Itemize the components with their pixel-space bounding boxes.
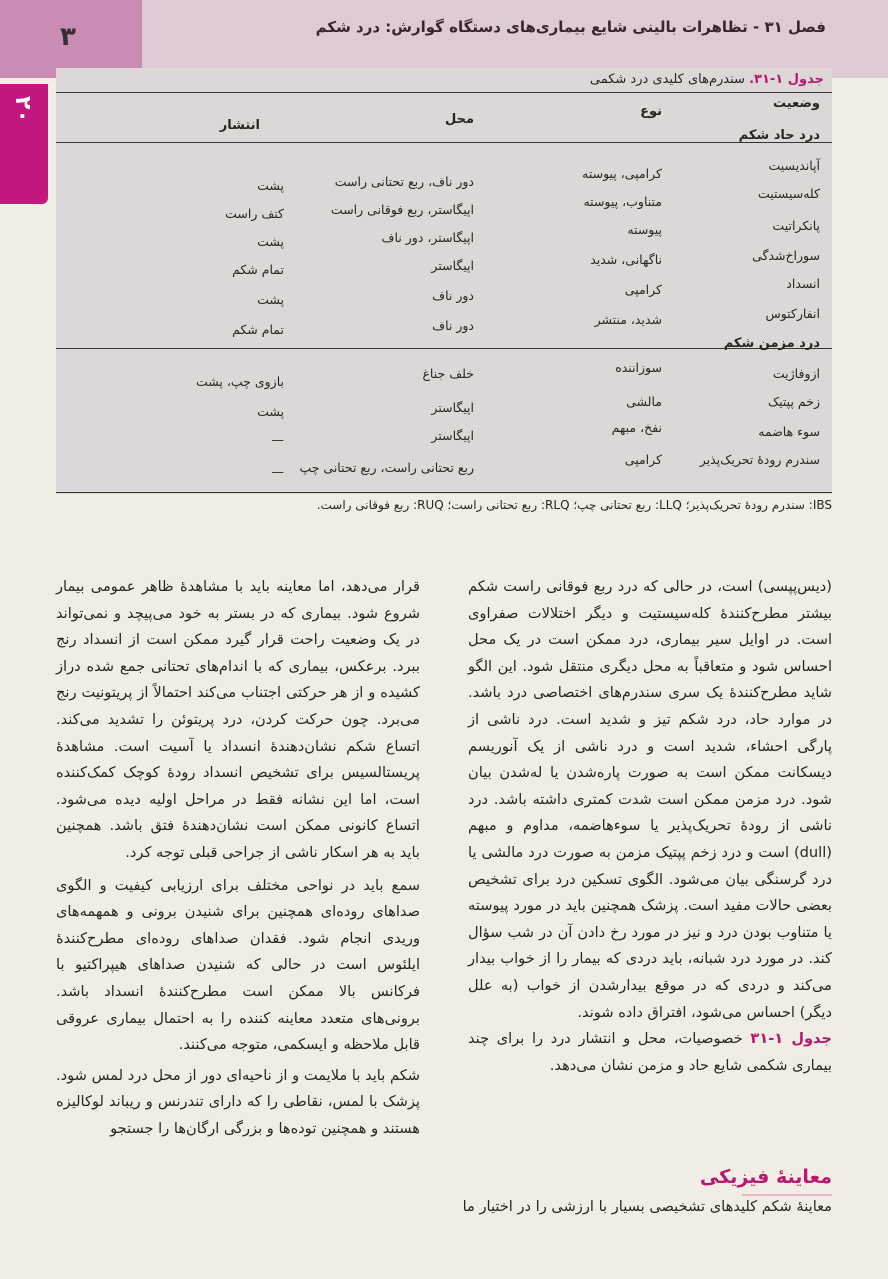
table-label: جدول ۱-۳۱. [749,72,824,87]
table-cell: سوء هاضمه [758,424,820,439]
table-cell: سندرم رودهٔ تحریک‌پذیر [699,452,820,467]
table-cell: دور ناف، ربع تحتانی راست [334,174,474,189]
table-cell: پشت [257,404,284,419]
table-cell: آپاندیسیت [768,158,820,173]
table-cell: زخم پپتیک [767,394,820,409]
section-heading: معاینهٔ فیزیکی [699,1166,832,1188]
table-cell: اپیگاستر، دور ناف [381,230,474,245]
table-cell: اپیگاستر [431,400,474,415]
table-cell: انسداد [786,276,820,291]
page-number-box [0,0,142,78]
table-cell: سوزاننده [615,360,662,375]
table-footnote: IBS: سندرم رودهٔ تحریک‌پذیر؛ LLQ: ربع تحتانی چپ؛ RLQ: ربع تحتانی راست؛ RUQ: ربع فوقانی راست. [316,498,832,512]
table-cell: کرامپی [624,282,662,297]
table-cell: انفارکتوس [765,306,820,321]
table-cell: پیوسته [627,222,662,237]
table-reference: جدول ۱-۳۱ [750,1030,833,1048]
chapter-title: فصل ۳۱ - تظاهرات بالینی شایع بیماری‌های دستگاه گوارش: درد شکم [315,18,826,36]
table-cell: کرامپی [624,452,662,467]
table-cell: نفخ، مبهم [611,420,662,435]
table-cell: پشت [257,292,284,307]
left-column [56,574,420,1142]
paragraph [468,1026,832,1079]
table-cell: دور ناف [432,318,474,333]
table-cell: سوراخ‌شدگی [752,248,820,263]
table-cell: خلف جناغ [422,366,474,381]
table-cell: متناوب، پیوسته [583,194,662,209]
section-rule [56,348,832,349]
table-cell: کتف راست [225,206,284,221]
table-cell: دور ناف [432,288,474,303]
table-bottom-rule [56,492,832,493]
table-caption [590,72,824,87]
header-spread: انتشار [219,118,260,133]
table-cell: اپیگاستر، ربع فوقانی راست [330,202,474,217]
section-title-chronic: درد مزمن شکم [723,336,820,351]
table-cell: پشت [257,178,284,193]
right-column [468,574,832,1079]
table-cell: اپیگاستر [431,428,474,443]
table-cell: کله‌سیستیت [757,186,820,201]
side-tab [0,84,48,204]
table-top-rule [56,92,832,93]
paragraph: قرار می‌دهد، اما معاینه باید با مشاهدهٔ ظاهر عمومی بیمار شروع شود. بیماری که در بستر به خود می‌پیچد و نمی‌تواند در یک وضعیت راحت قرار گیرد ممکن است از انسداد رنج ببرد. برعکس، بیماری که با اندام‌های تحتانی جمع شده دراز کشیده و از هر حرکتی اجتناب می‌کند احتمالاً از پریتونیت رنج می‌برد. چون حرکت کردن، درد پریتوئن را تشدید می‌کند. اتساع شکم نشان‌دهندهٔ انسداد یا آسیت است. مشاهدهٔ پریستالسیس برای تشخیص انسداد رودهٔ کوچک کمک‌کننده است، اما این نشانه فقط در مراحل اولیه دیده می‌شود. اتساع کانونی ممکن است نشان‌دهندهٔ فتق باشد. همچنین باید به هر اسکار ناشی از جراحی قبلی توجه کرد. [56,578,420,861]
table-cell: — [271,464,284,479]
table-cell: پانکراتیت [772,218,820,233]
table-cell: ربع تحتانی راست، ربع تحتانی چپ [299,460,474,475]
side-tab-text: ۲۰ [10,96,35,123]
table-cell: شدید، منتشر [594,312,662,327]
header-location: محل [444,112,474,127]
table-cell: مالشی [626,394,662,409]
table-cell: تمام شکم [232,262,284,277]
paragraph: معاینهٔ شکم کلیدهای تشخیصی بسیار با ارزشی را در اختیار ما [462,1198,832,1215]
table-cell: بازوی چپ، پشت [195,374,284,389]
table-cell: — [271,432,284,447]
table-cell: ازوفاژیت [772,366,820,381]
table-cell: پشت [257,234,284,249]
header-state: وضعیت [772,96,820,111]
section-title-acute: درد حاد شکم [738,128,820,143]
section-heading-underline [742,1194,832,1196]
table-cell: تمام شکم [232,322,284,337]
table-cell: کرامپی، پیوسته [582,166,662,181]
page-number: ۳ [60,22,76,52]
paragraph: (دیس‌پپسی) است، در حالی که درد ربع فوقانی راست شکم بیشتر مطرح‌کنندهٔ کله‌سیستیت و دیگر اختلالات صفراوی است. در اوایل سیر بیماری، درد ممکن است در یک محل احساس شود و متعاقباً به محل دیگری منتقل شود. این الگو شاید مطرح‌کنندهٔ یک سری سندرم‌های اختصاصی درد باشد. در موارد حاد، درد شکم تیز و شدید است. درد ناشی از پارگی احشاء، شدید است و درد ناشی از یک آنوریسم دیسکانت ممکن است به صورت پاره‌شدن یا له‌شدن بیان شود. درد مزمن ممکن است شدت کمتری داشته باشد. درد ناشی از رودهٔ تحریک‌پذیر یا سوءهاضمه، مداوم و مبهم (dull) است و درد زخم پپتیک مزمن به صورت درد مالشی یا درد گرسنگی بیان می‌شود. الگوی تسکین درد برای تشخیص بعضی حالات مفید است. پزشک همچنین باید در مورد پیوسته یا متناوب بودن درد و نیز در مورد رخ دادن آن در شب سؤال کند. در مورد درد شبانه، باید دردی که بیمار را از خواب بیدار می‌کند و دردی که در موقع بیدارشدن از خواب (به علل دیگر) احساس می‌شود، افتراق داده شوند. [468,578,832,1021]
paragraph: سمع باید در نواحی مختلف برای ارزیابی کیفیت و الگوی صداهای روده‌ای همچنین برای شنیدن برونی و همهمه‌های وریدی انجام شود. فقدان صداهای روده‌ای مطرح‌کنندهٔ ایلئوس است در حالی که شنیدن صداهای هیپراکتیو با فرکانس بالا ممکن است مطرح‌کنندهٔ انسداد باشد. برونی‌های متعدد معاینه کننده را به احتمال بیماری عروقی قابل ملاحظه و ایسکمی، متوجه می‌کنند. [56,876,420,1054]
paragraph: شکم باید با ملایمت و از ناحیه‌ای دور از محل درد لمس شود. پزشک با لمس، نقاطی را که دارای تندرنس و ریباند لوکالیزه هستند و همچنین توده‌ها و بزرگی ارگان‌ها را جستجو [56,1066,420,1137]
table-cell: ناگهانی، شدید [590,252,662,267]
table-title: سندرم‌های کلیدی درد شکمی [589,72,745,87]
table-header-rule [56,142,832,143]
paragraph-text: خصوصیات، محل و انتشار درد را برای چند بیماری شکمی شایع حاد و مزمن نشان می‌دهد. [468,1030,832,1074]
table-cell: اپیگاستر [431,258,474,273]
syndromes-table [56,68,832,494]
header-type: نوع [640,104,662,119]
